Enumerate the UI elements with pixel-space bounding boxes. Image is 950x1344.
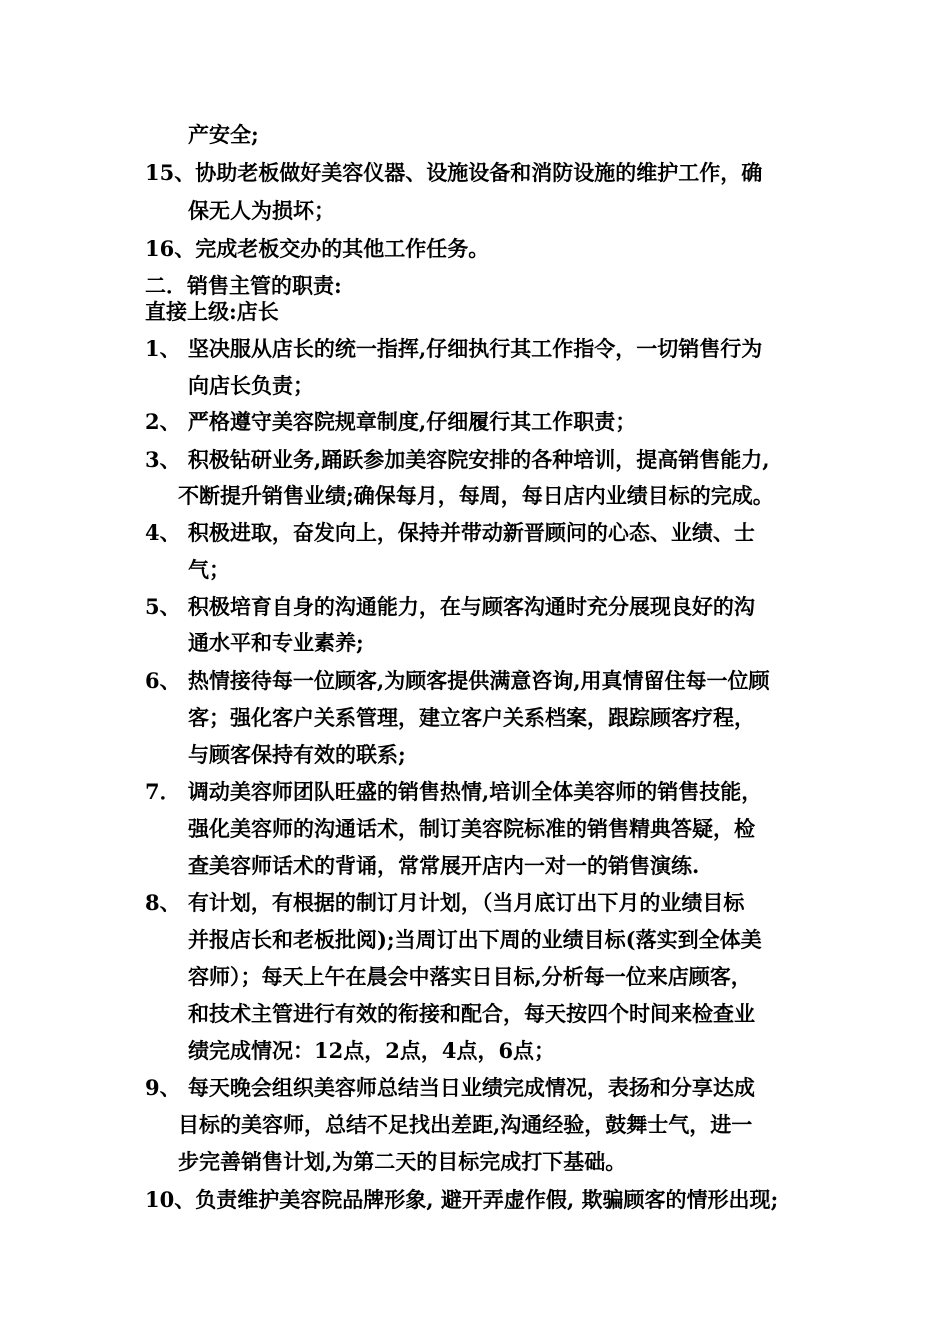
text-line: 气； [188, 557, 230, 582]
text-line: 向店长负责； [188, 373, 314, 398]
text-line: 产安全; [188, 122, 259, 147]
text-line: 目标的美容师，总结不足找出差距,沟通经验，鼓舞士气，进一 [178, 1112, 753, 1137]
text-line: 和技术主管进行有效的衔接和配合，每天按四个时间来检查业 [188, 1001, 755, 1026]
list-item-2: 2、 严格遵守美容院规章制度,仔细履行其工作职责； [145, 409, 637, 434]
list-item-5: 5、 积极培育自身的沟通能力，在与顾客沟通时充分展现良好的沟 [145, 594, 755, 619]
text-line: 绩完成情况：12点，2点，4点，6点； [188, 1038, 556, 1063]
text-line: 与顾客保持有效的联系; [188, 742, 406, 767]
section-heading: 二．销售主管的职责: [145, 273, 342, 298]
text-line: 不断提升销售业绩;确保每月，每周，每日店内业绩目标的完成。 [178, 483, 774, 508]
text-line: 强化美容师的沟通话术，制订美容院标准的销售精典答疑，检 [188, 816, 755, 841]
list-item-10: 10、负责维护美容院品牌形象, 避开弄虚作假, 欺骗顾客的情形出现; [145, 1187, 779, 1212]
list-item-8: 8、 有计划，有根据的制订月计划，（当月底订出下月的业绩目标 [145, 890, 745, 915]
text-line: 保无人为损坏； [188, 198, 335, 223]
list-item-9: 9、 每天晚会组织美容师总结当日业绩完成情况，表扬和分享达成 [145, 1075, 755, 1100]
text-line: 通水平和专业素养; [188, 630, 364, 655]
text-line: 查美容师话术的背诵，常常展开店内一对一的销售演练. [188, 853, 700, 878]
text-line: 客；强化客户关系管理，建立客户关系档案，跟踪顾客疗程， [188, 705, 755, 730]
list-item-6: 6、 热情接待每一位顾客,为顾客提供满意咨询,用真情留住每一位顾 [145, 668, 770, 693]
text-line: 并报店长和老板批阅);当周订出下周的业绩目标(落实到全体美 [188, 927, 762, 952]
list-item-15: 15、协助老板做好美容仪器、设施设备和消防设施的维护工作，确 [145, 160, 763, 185]
list-item-1: 1、 坚决服从店长的统一指挥,仔细执行其工作指令，一切销售行为 [145, 336, 763, 361]
text-line: 步完善销售计划,为第二天的目标完成打下基础。 [178, 1149, 627, 1174]
list-item-4: 4、 积极进取，奋发向上，保持并带动新晋顾问的心态、业绩、士 [145, 520, 755, 545]
direct-supervisor-line: 直接上级:店长 [145, 299, 279, 324]
list-item-16: 16、完成老板交办的其他工作任务。 [145, 236, 490, 261]
list-item-3: 3、 积极钻研业务,踊跃参加美容院安排的各种培训，提高销售能力, [145, 447, 770, 472]
list-item-7: 7． 调动美容师团队旺盛的销售热情,培训全体美容师的销售技能， [145, 779, 763, 804]
text-line: 容师）；每天上午在晨会中落实日目标,分析每一位来店顾客， [188, 964, 752, 989]
